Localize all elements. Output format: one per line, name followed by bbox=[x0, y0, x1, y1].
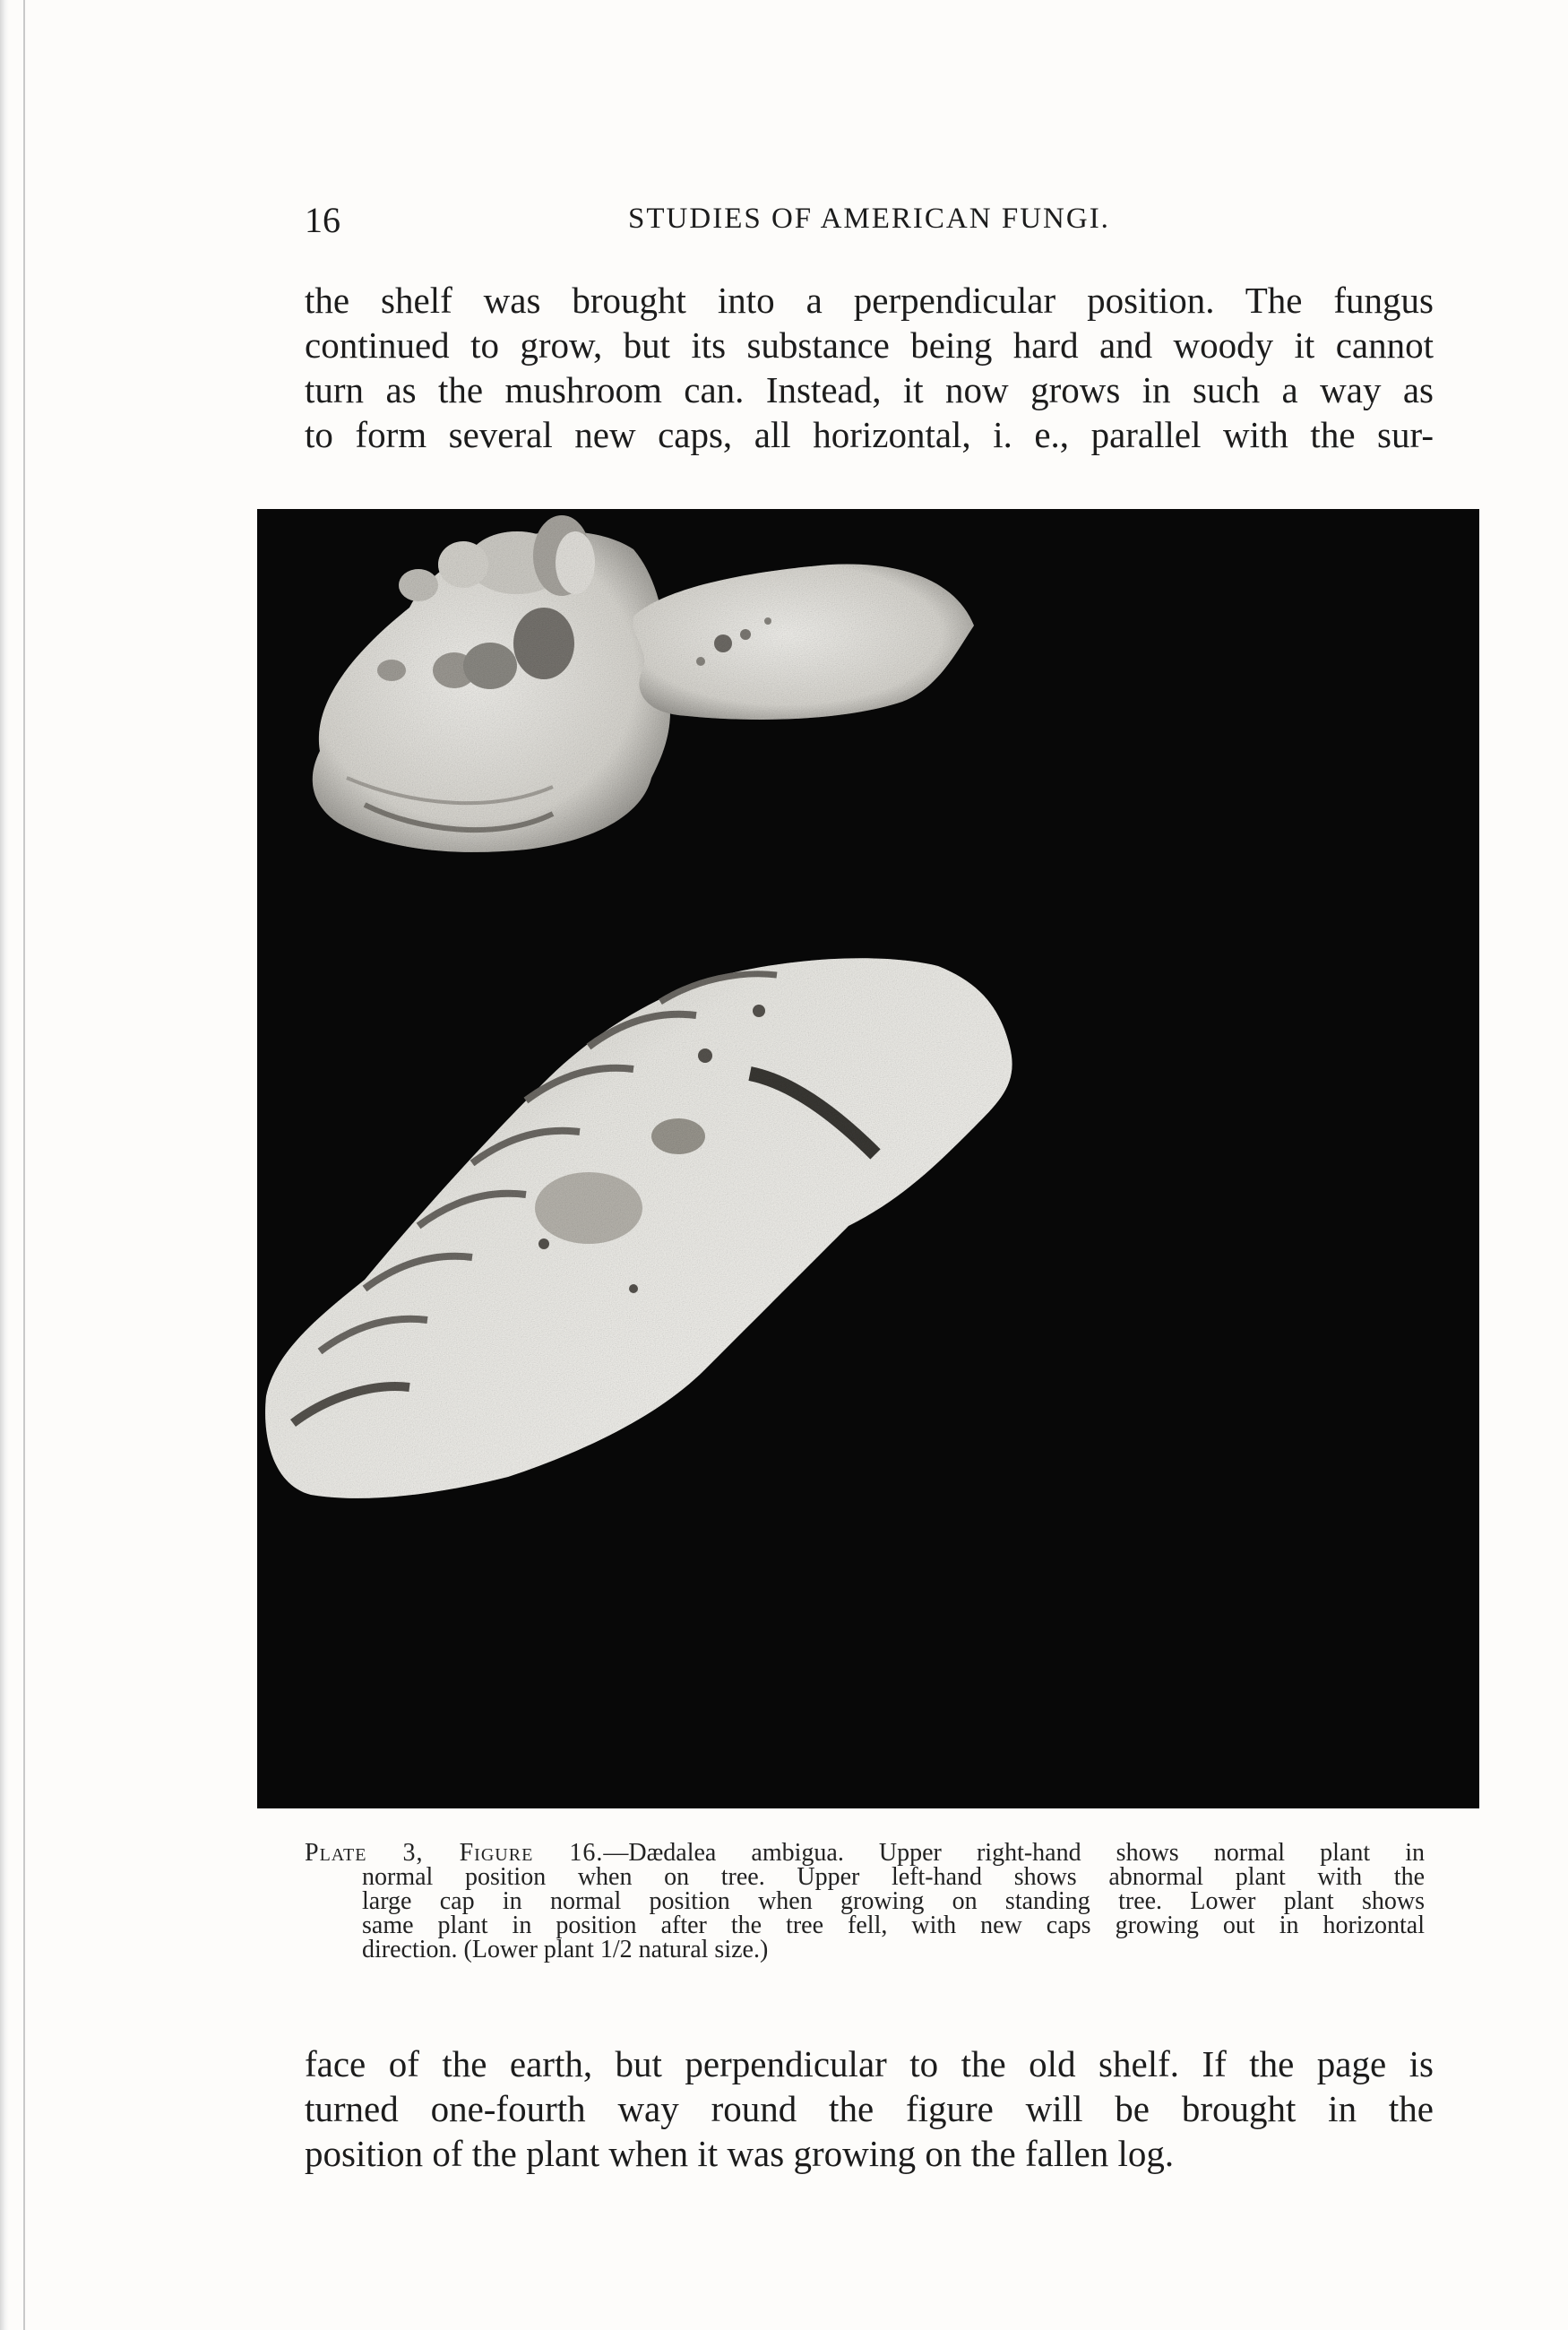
text-line: to form several new caps, all horizontal, i. e., parallel with the sur- bbox=[305, 414, 1434, 455]
fungus-photograph bbox=[257, 509, 1479, 1808]
text-line: the shelf was brought into a perpendicular position. The fungus bbox=[305, 280, 1434, 321]
text-line: continued to grow, but its substance being hard and woody it cannot bbox=[305, 324, 1434, 366]
page-gutter-shadow bbox=[0, 0, 9, 2330]
caption-line: normal position when on tree. Upper left-hand shows abnormal plant with the bbox=[362, 1863, 1425, 1891]
caption-line: large cap in normal position when growing on standing tree. Lower plant shows bbox=[362, 1887, 1425, 1915]
text-line: turn as the mushroom can. Instead, it now grows in such a way as bbox=[305, 369, 1434, 410]
plate-caption bbox=[305, 1841, 1425, 1962]
caption-line: same plant in position after the tree fell, with new caps growing out in horizontal bbox=[362, 1911, 1425, 1939]
text-line: position of the plant when it was growing on the fallen log. bbox=[305, 2133, 1175, 2174]
running-title: STUDIES OF AMERICAN FUNGI. bbox=[628, 203, 1110, 235]
text-line: turned one-fourth way round the figure will be brought in the bbox=[305, 2088, 1434, 2129]
running-head bbox=[305, 199, 1434, 244]
upper-left-plant bbox=[313, 515, 670, 852]
caption-line bbox=[305, 1841, 1425, 1865]
plate-photograph bbox=[257, 509, 1479, 1808]
page-number: 16 bbox=[305, 200, 340, 240]
body-paragraph-top bbox=[305, 278, 1434, 457]
upper-right-plant bbox=[633, 565, 974, 720]
lower-plant bbox=[265, 958, 1012, 1498]
body-paragraph-bottom bbox=[305, 2041, 1434, 2176]
caption-line: direction. (Lower plant 1/2 natural size.) bbox=[362, 1936, 769, 1963]
caption-text: —Dædalea ambigua. Upper right-hand shows normal plant in bbox=[603, 1839, 1426, 1867]
caption-label: Plate 3, Figure 16. bbox=[305, 1839, 604, 1867]
page-binding-line bbox=[23, 0, 25, 2330]
text-line: face of the earth, but perpendicular to the old shelf. If the page is bbox=[305, 2043, 1434, 2084]
